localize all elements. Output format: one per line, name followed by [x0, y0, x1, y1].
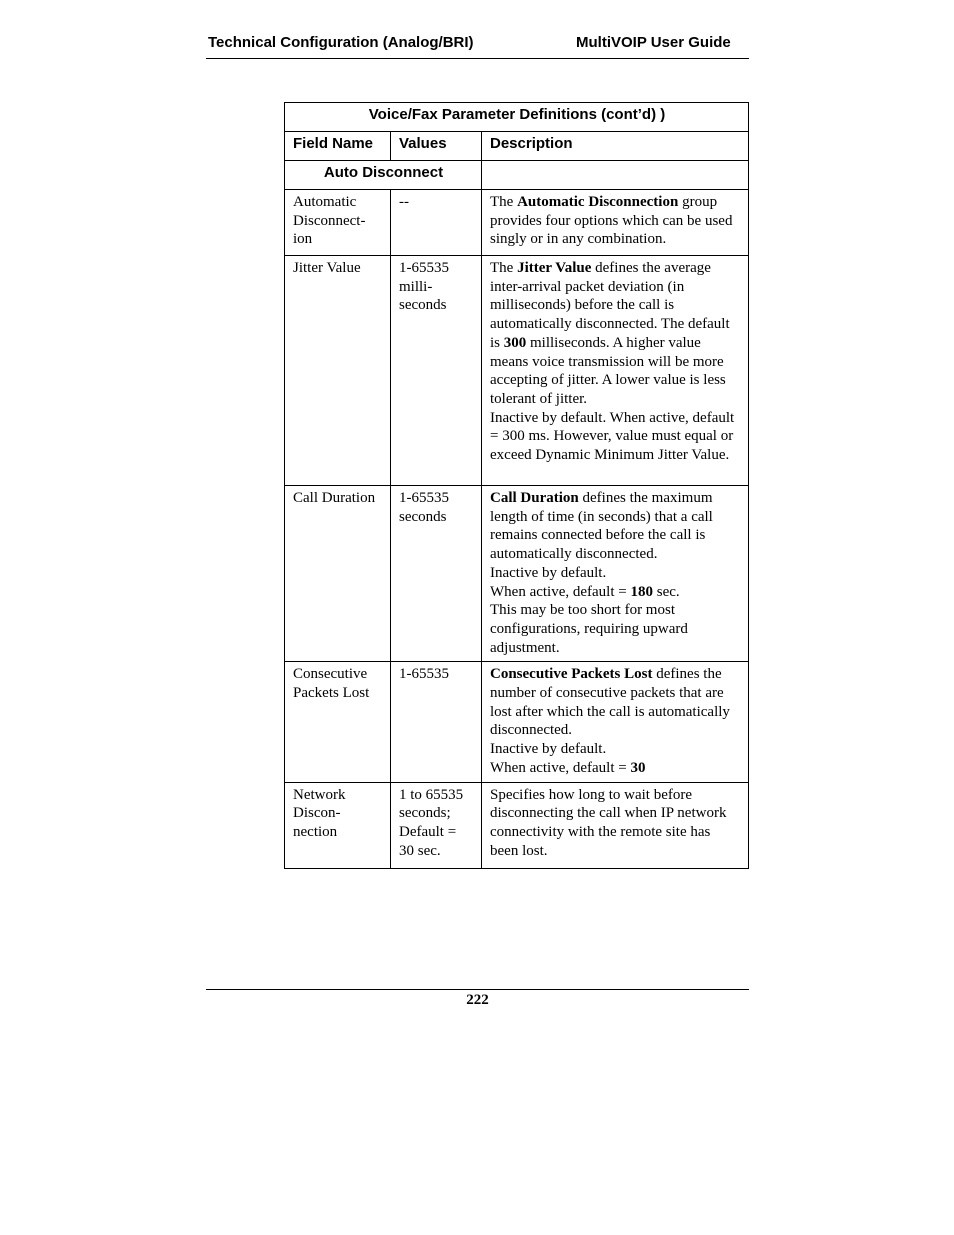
description-paragraph	[490, 409, 741, 465]
field-name-cell	[285, 486, 391, 662]
description-cell	[482, 256, 749, 486]
description-bold-term: Call Duration	[490, 490, 579, 506]
values-cell	[391, 190, 482, 256]
description-text: defines the number of consecutive packets that are lost after which the call is automatically disconnected.	[490, 666, 730, 739]
description-text: The	[490, 260, 518, 276]
values-line: 1 to 65535	[399, 786, 464, 803]
values-line: seconds;	[399, 805, 451, 822]
values-cell	[391, 486, 482, 662]
description-paragraph	[490, 583, 741, 602]
description-cell	[482, 782, 749, 868]
section-title: Auto Disconnect	[285, 161, 482, 190]
description-paragraph	[490, 601, 741, 657]
description-bold-term: 30	[630, 759, 646, 776]
table-row	[285, 662, 749, 782]
description-text: Inactive by default.	[490, 741, 607, 758]
description-text: When active, default =	[490, 583, 631, 600]
description-text: Inactive by default.	[490, 564, 607, 581]
description-paragraph	[490, 665, 741, 740]
description-paragraph	[490, 489, 741, 564]
description-bold-term: 180	[630, 583, 653, 600]
field-name-cell	[285, 190, 391, 256]
table-title: Voice/Fax Parameter Definitions (cont’d) )	[285, 103, 749, 132]
description-paragraph	[490, 759, 741, 778]
values-line: 1-65535	[399, 666, 449, 683]
field-name-cell	[285, 256, 391, 486]
values-line: 30 sec.	[399, 842, 441, 859]
description-bold-term: Automatic Disconnection	[517, 194, 679, 210]
description-cell	[482, 190, 749, 256]
values-line: seconds	[399, 297, 447, 314]
values-line: Default =	[399, 823, 457, 840]
description-bold-term: Consecutive Packets Lost	[490, 666, 653, 683]
description-text: When active, default =	[490, 759, 631, 776]
description-text: defines the average inter-arrival packet deviation (in milliseconds) before the call is automatically disconnected. The default is	[490, 260, 730, 351]
column-header-description: Description	[482, 132, 749, 161]
description-text: This may be too short for most configurations, requiring upward adjustment.	[490, 602, 688, 656]
description-paragraph	[490, 564, 741, 583]
field-name-line: Jitter Value	[293, 260, 361, 276]
description-cell	[482, 662, 749, 782]
description-bold-term: Jitter Value	[517, 260, 592, 276]
description-text: group provides four options which can be used singly or in any combination.	[490, 194, 733, 248]
values-cell	[391, 782, 482, 868]
field-name-cell	[285, 662, 391, 782]
section-empty-cell	[482, 161, 749, 190]
description-paragraph	[490, 259, 741, 409]
values-line: 1-65535	[399, 260, 449, 276]
header-guide-title: MultiVOIP User Guide	[576, 34, 731, 51]
table-row	[285, 486, 749, 662]
description-paragraph	[490, 786, 741, 861]
values-cell	[391, 662, 482, 782]
values-line: milli-	[399, 278, 433, 295]
field-name-line: Consecutive	[293, 666, 368, 683]
page-header	[206, 33, 749, 59]
description-text: sec.	[652, 583, 680, 600]
field-name-cell	[285, 782, 391, 868]
field-name-line: Automatic	[293, 194, 357, 210]
description-text: defines the maximum length of time (in seconds) that a call remains connected before the call is automatically disconnected.	[490, 490, 713, 563]
table-title-row	[285, 103, 749, 132]
field-name-line: nection	[293, 823, 338, 840]
field-name-line: ion	[293, 231, 313, 248]
values-cell	[391, 256, 482, 486]
field-name-line: Call Duration	[293, 490, 376, 506]
table-row	[285, 256, 749, 486]
description-paragraph	[490, 740, 741, 759]
description-text: Specifies how long to wait before disconnecting the call when IP network connectivity with the remote site has been lost.	[490, 786, 727, 859]
field-name-line: Packets Lost	[293, 685, 370, 702]
footer-rule	[206, 989, 749, 990]
field-name-line: Network	[293, 786, 346, 803]
column-header-values: Values	[391, 132, 482, 161]
header-section-title: Technical Configuration (Analog/BRI)	[208, 34, 474, 51]
values-line: seconds	[399, 508, 447, 525]
description-paragraph	[490, 193, 741, 249]
field-name-line: Discon-	[293, 805, 341, 822]
values-line: --	[399, 194, 409, 210]
page-number: 222	[466, 992, 489, 1008]
values-line: 1-65535	[399, 490, 449, 506]
table-row	[285, 190, 749, 256]
description-cell	[482, 486, 749, 662]
description-bold-term: 300	[503, 334, 527, 351]
field-name-line: Disconnect-	[293, 212, 366, 229]
parameter-definitions-table	[284, 102, 749, 869]
description-text: Inactive by default. When active, default = 300 ms. However, value must equal or exceed Dynamic Minimum Jitter Value.	[490, 409, 735, 464]
section-row	[285, 161, 749, 190]
column-header-field-name: Field Name	[285, 132, 391, 161]
description-text: The	[490, 194, 518, 210]
description-text: milliseconds. A higher value means voice transmission will be more accepting of jitter. A lower value is less tolerant of jitter.	[490, 334, 726, 407]
table-row	[285, 782, 749, 868]
table-header-row	[285, 132, 749, 161]
